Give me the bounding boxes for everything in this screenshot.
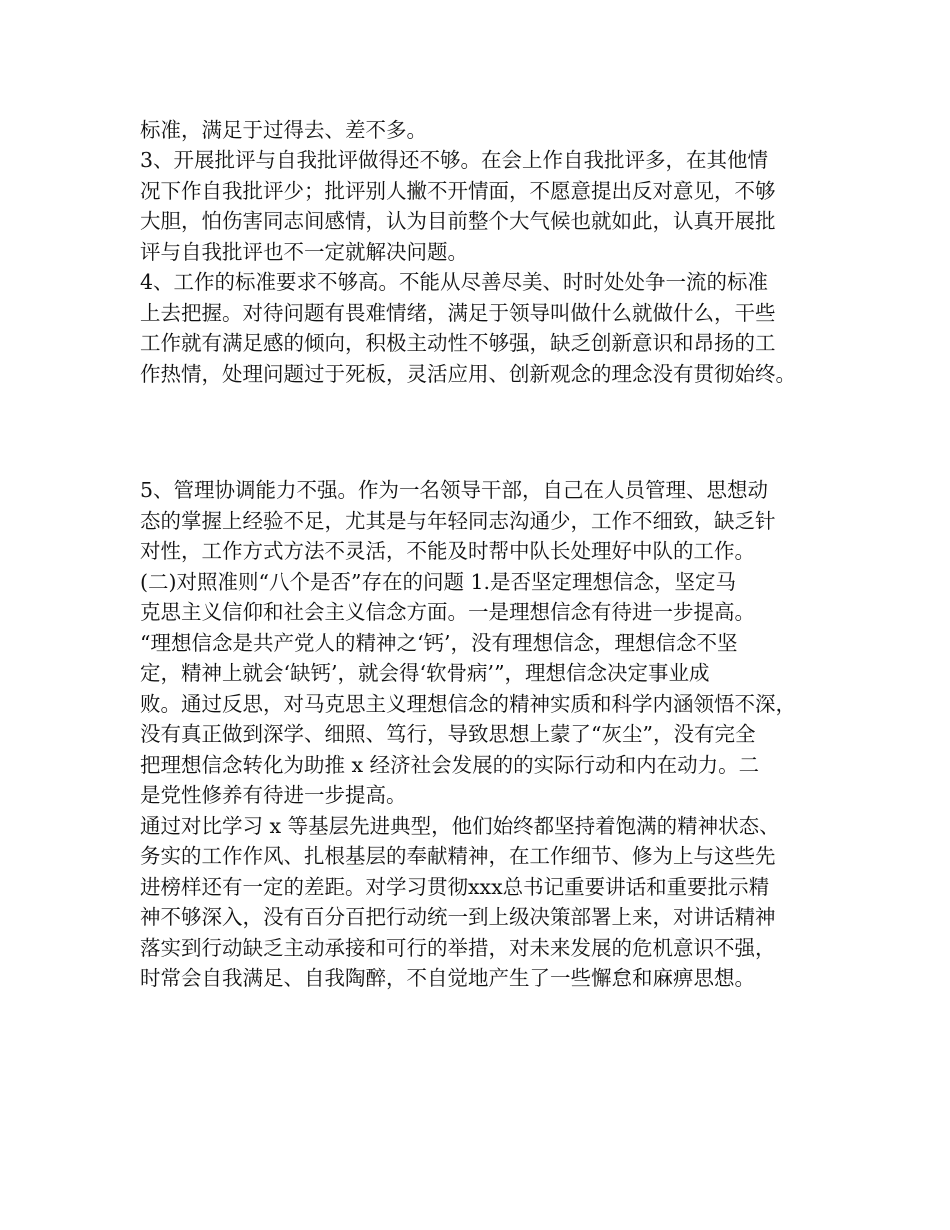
text-line: 进榜样还有一定的差距。对学习贯彻xxx总书记重要讲话和重要批示精 xyxy=(140,875,770,899)
text-line: 上去把握。对待问题有畏难情绪，满足于领导叫做什么就做什么，干些 xyxy=(140,301,776,325)
text-line: 态的掌握上经验不足，尤其是与年轻同志沟通少，工作不细致，缺乏针 xyxy=(140,509,776,533)
text-line: 大胆，怕伤害同志间感情，认为目前整个大气候也就如此，认真开展批 xyxy=(140,209,776,233)
text-line: 况下作自我批评少；批评别人撇不开情面，不愿意提出反对意见，不够 xyxy=(140,179,776,203)
text-line: 评与自我批评也不一定就解决问题。 xyxy=(140,240,468,264)
text-line: 把理想信念转化为助推 x 经济社会发展的的实际行动和内在动力。二 xyxy=(140,753,760,777)
text-line: 没有真正做到深学、细照、笃行，导致思想上蒙了“灰尘”，没有完全 xyxy=(140,722,756,746)
text-line: 通过对比学习 x 等基层先进典型，他们始终都坚持着饱满的精神状态、 xyxy=(140,814,780,838)
text-line: 4、工作的标准要求不够高。不能从尽善尽美、时时处处争一流的标准 xyxy=(140,270,769,294)
text-line: 工作就有满足感的倾向，积极主动性不够强，缺乏创新意识和昂扬的工 xyxy=(140,331,776,355)
text-line: “理想信念是共产党人的精神之‘钙’，没有理想信念，理想信念不坚 xyxy=(140,631,738,655)
text-line: 落实到行动缺乏主动承接和可行的举措，对未来发展的危机意识不强， xyxy=(140,936,776,960)
text-line: 神不够深入，没有百分百把行动统一到上级决策部署上来，对讲话精神 xyxy=(140,905,776,929)
text-line: 时常会自我满足、自我陶醉，不自觉地产生了一些懈怠和麻痹思想。 xyxy=(140,966,755,990)
text-line: 对性，工作方式方法不灵活，不能及时帮中队长处理好中队的工作。 xyxy=(140,539,755,563)
text-line: 务实的工作作风、扎根基层的奉献精神，在工作细节、修为上与这些先 xyxy=(140,844,776,868)
text-line: 定，精神上就会‘缺钙’，就会得‘软骨病’”，理想信念决定事业成 xyxy=(140,661,710,685)
text-line: 作热情，处理问题过于死板，灵活应用、创新观念的理念没有贯彻始终。 xyxy=(140,362,796,386)
text-line: 3、开展批评与自我批评做得还不够。在会上作自我批评多，在其他情 xyxy=(140,148,769,172)
text-line: 败。通过反思，对马克思主义理想信念的精神实质和科学内涵领悟不深， xyxy=(140,692,796,716)
text-line: 克思主义信仰和社会主义信念方面。一是理想信念有待进一步提高。 xyxy=(140,600,755,624)
text-line: 标准，满足于过得去、差不多。 xyxy=(140,118,427,142)
text-line: (二)对照准则“八个是否”存在的问题 1.是否坚定理想信念，坚定马 xyxy=(140,570,737,594)
text-line: 5、管理协调能力不强。作为一名领导干部，自己在人员管理、思想动 xyxy=(140,478,769,502)
text-line: 是党性修养有待进一步提高。 xyxy=(140,783,407,807)
